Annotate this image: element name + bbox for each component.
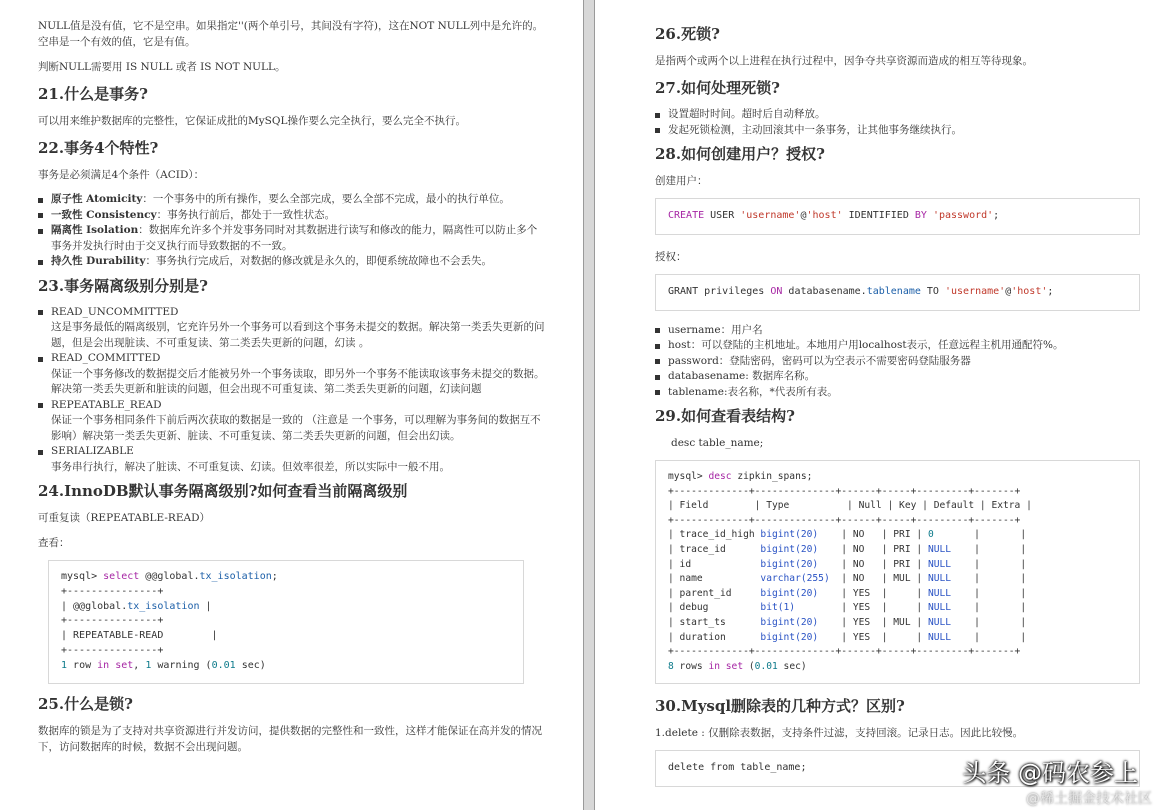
- paragraph-21: 可以用来维护数据库的完整性，它保证成批的MySQL操作要么完全执行，要么完全不执行。: [38, 115, 466, 127]
- level-name: SERIALIZABLE: [51, 445, 134, 457]
- heading-28: 28.如何创建用户？授权?: [655, 145, 825, 163]
- list-item: [38, 398, 547, 445]
- code-token: bigint(20): [760, 529, 819, 541]
- code-token: | |: [933, 529, 1027, 541]
- list-item: 设置超时时间。超时后自动释放。: [655, 107, 1140, 123]
- code-token: NULL: [927, 587, 952, 599]
- heading-23: 23.事务隔离级别分别是?: [38, 276, 208, 295]
- code-token: | |: [951, 544, 1027, 556]
- code-token: varchar(255): [760, 573, 830, 585]
- code-token: bigint(20): [760, 631, 819, 643]
- code-token: | parent_id: [668, 587, 761, 599]
- code-token: zipkin_spans;: [731, 471, 813, 483]
- paragraph-30: 1.delete : 仅删除表数据，支持条件过滤，支持回滚。记录日志。因此比较慢。: [655, 727, 1024, 740]
- code-token: | trace_id_high: [668, 529, 761, 541]
- code-block-create-user: [655, 198, 1140, 235]
- code-token: rows: [673, 660, 709, 672]
- list-item: username：用户名: [655, 323, 1140, 339]
- code-token: NULL: [927, 631, 952, 643]
- code-token: 'password': [932, 210, 994, 221]
- code-token: sec): [777, 660, 807, 672]
- grant-notes-list: [655, 323, 1140, 401]
- list-item: tablename:表名称，*代表所有表。: [655, 385, 1140, 401]
- list-item: host：可以登陆的主机地址。本地用户用localhost表示，任意远程主机用通配符%。: [655, 338, 1140, 354]
- code-token: | YES | |: [818, 587, 928, 599]
- code-token: IDENTIFIED: [842, 210, 915, 221]
- code-token: bit(1): [760, 602, 796, 614]
- null-paragraph: NULL值是没有值，它不是空串。如果指定''(两个单引号，其间没有字符)，这在NOT NULL列中是允许的。空串是一个有效的值，它是有值。: [38, 20, 544, 48]
- code-token: bigint(20): [760, 587, 819, 599]
- code-token: |: [199, 600, 212, 612]
- desc: ：事务执行前后，都处于一致性状态。: [156, 208, 336, 221]
- code-token: | NO | PRI |: [818, 544, 928, 556]
- right-page: [595, 0, 1160, 810]
- code-token: | |: [951, 587, 1027, 599]
- heading-21: 21.什么是事务?: [38, 85, 148, 103]
- code-token: NULL: [927, 558, 952, 570]
- paragraph-grant: 授权：: [655, 250, 687, 263]
- term-atomicity: 原子性 Atomicity: [51, 193, 143, 205]
- term-isolation: 隔离性 Isolation: [51, 224, 139, 236]
- code-token: +-------------+--------------+------+-----+---------+-------+: [668, 646, 1021, 658]
- watermark-main: 头条 @码农参上: [962, 759, 1138, 787]
- code-token: +---------------+: [61, 644, 164, 656]
- code-token: in: [708, 660, 720, 672]
- code-token: 0.01: [211, 659, 236, 671]
- list-item: password：登陆密码，密码可以为空表示不需要密码登陆服务器: [655, 354, 1140, 370]
- code-block-delete: delete from table_name;: [655, 750, 1140, 787]
- list-item: [38, 208, 547, 224]
- paragraph-29: desc table_name;: [671, 437, 764, 450]
- code-token: | start_ts: [668, 617, 761, 629]
- paragraph-24-view: 查看：: [38, 537, 70, 549]
- code-token: 8: [668, 660, 674, 672]
- desc: ：事务执行完成后，对数据的修改就是永久的，即便系统故障也不会丢失。: [145, 255, 492, 267]
- paragraph-24-default: 可重复读（REPEATABLE-READ）: [38, 512, 210, 524]
- code-token: | |: [951, 558, 1027, 570]
- code-token: TO: [920, 285, 945, 297]
- code-token: NULL: [927, 544, 952, 556]
- code-token: ;: [271, 571, 278, 582]
- code-token: | |: [951, 602, 1027, 614]
- code-token: BY: [914, 210, 927, 221]
- heading-25: 25.什么是锁?: [38, 694, 133, 713]
- code-token: ;: [1047, 285, 1054, 297]
- code-token: ON: [770, 285, 783, 297]
- heading-22: 22.事务4个特性?: [38, 139, 159, 157]
- code-token: 'host': [806, 210, 843, 221]
- code-token: bigint(20): [760, 558, 819, 570]
- heading-29: 29.如何查看表结构?: [655, 407, 795, 426]
- code-token: +-------------+--------------+------+-----+---------+-------+: [668, 514, 1021, 526]
- code-token: tx_isolation: [199, 571, 272, 582]
- code-token: 'username': [944, 285, 1006, 297]
- heading-30: 30.Mysql删除表的几种方式？区别?: [655, 697, 905, 716]
- code-token: | REPEATABLE-READ |: [61, 630, 218, 642]
- code-block-desc: [655, 460, 1140, 684]
- code-token: | YES | |: [795, 602, 928, 614]
- code-token: +---------------+: [61, 615, 164, 627]
- level-name: READ_COMMITTED: [51, 352, 161, 364]
- desc: ：一个事务中的所有操作，要么全部完成，要么全部不完成，最小的执行单位。: [142, 193, 510, 205]
- code-token: 'username': [740, 210, 801, 221]
- page-gutter: [583, 0, 595, 810]
- code-token: (: [743, 660, 755, 672]
- code-token: | name: [668, 573, 761, 585]
- code-token: GRANT privileges: [668, 285, 771, 297]
- desc: ：数据库允许多个并发事务同时对其数据进行读写和修改的能力，隔离性可以防止多个事务并发执行时由于交叉执行而导致数据的不一致。: [51, 224, 538, 252]
- code-token: @@global.: [139, 571, 200, 582]
- term-durability: 持久性 Durability: [51, 255, 146, 267]
- paragraph-create-user: 创建用户：: [655, 175, 708, 187]
- code-token: 0: [927, 529, 934, 541]
- level-name: REPEATABLE_READ: [51, 398, 162, 411]
- code-block-isolation: [48, 560, 524, 684]
- code-token: 1: [61, 659, 68, 671]
- code-token: select: [103, 571, 140, 582]
- code-token: 0.01: [754, 660, 778, 672]
- code-token: 'host': [1011, 285, 1048, 297]
- code-token: | |: [951, 617, 1027, 629]
- code-token: @: [1005, 285, 1012, 297]
- code-token: | YES | |: [818, 631, 928, 643]
- code-token: set: [115, 659, 134, 671]
- code-token: | trace_id: [668, 544, 761, 556]
- code-token: NULL: [927, 617, 952, 629]
- watermark-sub: @稀土掘金技术社区: [1026, 791, 1152, 807]
- code-token: NULL: [927, 602, 952, 614]
- code-token: USER: [704, 210, 741, 221]
- code-token: set: [725, 660, 744, 672]
- paragraph-22: 事务是必须满足4个条件（ACID）：: [38, 169, 205, 181]
- level-desc: 事务串行执行，解决了脏读、不可重复读、幻读。但效率很差，所以实际中一般不用。: [51, 460, 450, 473]
- code-token: | NO | PRI |: [818, 558, 928, 570]
- term-consistency: 一致性 Consistency: [51, 208, 157, 221]
- code-token: warning (: [151, 659, 212, 671]
- code-token: bigint(20): [760, 617, 819, 629]
- code-token: | |: [951, 631, 1027, 643]
- code-token: | Field | Type | Null | Key | Default | Extra |: [668, 500, 1032, 512]
- code-token: | @@global.: [61, 600, 128, 612]
- deadlock-list: [655, 107, 1140, 138]
- list-item: [38, 192, 547, 208]
- paragraph-26: 是指两个或两个以上进程在执行过程中，因争夺共享资源而造成的相互等待现象。: [655, 55, 1033, 67]
- list-item: 发起死锁检测，主动回滚其中一条事务，让其他事务继续执行。: [655, 123, 1140, 139]
- code-token: | duration: [668, 631, 761, 643]
- list-item: [38, 305, 547, 352]
- code-token: mysql>: [61, 571, 104, 582]
- code-token: CREATE: [668, 210, 705, 221]
- level-desc: 保证一个事务修改的数据提交后才能被另外一个事务读取，即另外一个事务不能读取该事务未提交的数据。解决第一类丢失更新和脏读的问题，但会出现不可重复读、第二类丢失更新的问题，幻读问题: [51, 367, 545, 395]
- heading-24: 24.InnoDB默认事务隔离级别?如何查看当前隔离级别: [38, 482, 408, 500]
- code-token: 1: [145, 659, 152, 671]
- code-token: NULL: [927, 573, 952, 585]
- code-token: desc: [708, 471, 732, 483]
- code-token: bigint(20): [760, 544, 819, 556]
- heading-26: 26.死锁?: [655, 25, 720, 43]
- level-desc: 这是事务最低的隔离级别，它充许另外一个事务可以看到这个事务未提交的数据。解决第一类丢失更新的问题，但是会出现脏读、不可重复读、第二类丢失更新的问题，幻读 。: [51, 321, 545, 349]
- code-token: | YES | MUL |: [818, 617, 928, 629]
- list-item: [38, 254, 547, 270]
- list-item: [38, 351, 547, 398]
- code-token: +-------------+--------------+------+-----+---------+-------+: [668, 485, 1021, 497]
- code-token: row: [67, 659, 98, 671]
- code-token: mysql>: [668, 471, 709, 483]
- code-token: | |: [951, 573, 1027, 585]
- code-token: databasename.: [782, 285, 867, 297]
- acid-list: [38, 192, 547, 270]
- code-token: | debug: [668, 602, 761, 614]
- code-token: in: [97, 659, 110, 671]
- list-item: [38, 444, 547, 475]
- code-token: | NO | PRI |: [818, 529, 928, 541]
- list-item: databasename: 数据库名称。: [655, 369, 1140, 385]
- isolation-level-list: [38, 305, 547, 476]
- code-token: +---------------+: [61, 585, 164, 597]
- level-name: READ_UNCOMMITTED: [51, 305, 179, 318]
- level-desc: 保证一个事务相同条件下前后两次获取的数据是一致的 （注意是 一个事务，可以理解为事务间的数据互不影响）解决第一类丢失更新、脏读、不可重复读、第二类丢失更新的问题，但会出幻读。: [51, 414, 541, 442]
- paragraph-25: 数据库的锁是为了支持对共享资源进行并发访问，提供数据的完整性和一致性，这样才能保证在高并发的情况下，访问数据库的时候，数据不会出现问题。: [38, 724, 542, 753]
- code-token: @: [800, 210, 807, 221]
- code-token: ,: [133, 659, 146, 671]
- list-item: [38, 223, 547, 254]
- code-token: tablename: [866, 285, 921, 297]
- code-block-grant: [655, 274, 1140, 311]
- code-token: tx_isolation: [127, 600, 200, 612]
- heading-27: 27.如何处理死锁?: [655, 79, 780, 97]
- null-check-paragraph: 判断NULL需要用 IS NULL 或者 IS NOT NULL。: [38, 61, 286, 73]
- code-token: ;: [993, 210, 1000, 221]
- code-token: sec): [235, 659, 266, 671]
- code-token: | NO | MUL |: [829, 573, 928, 585]
- code-token: | id: [668, 558, 761, 570]
